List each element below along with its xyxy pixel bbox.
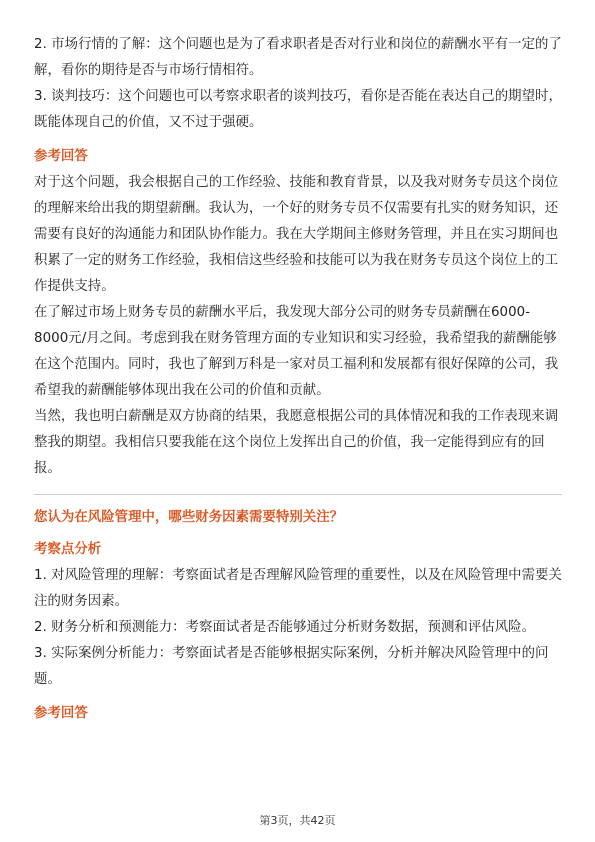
list-item: 2. 财务分析和预测能力：考察面试者是否能够通过分析财务数据，预测和评估风险。: [34, 620, 536, 635]
question-title: 您认为在风险管理中，哪些财务因素需要特别关注？: [34, 510, 344, 525]
list-item: 3. 谈判技巧：这个问题也可以考察求职者的谈判技巧，看你是否能在表达自己的期望时，既能体现自己的价值，又不过于强硬。: [34, 89, 562, 130]
answer-paragraph: 对于这个问题，我会根据自己的工作经验、技能和教育背景，以及我对财务专员这个岗位的理解来给出我的期望薪酬。我认为，一个好的财务专员不仅需要有扎实的财务知识，还需要有良好的沟通能力和团队协作能力。我在大学期间主修财务管理，并且在实习期间也积累了一定的财务工作经验，我相信这些经验和技能可以为我在财务专员这个岗位上的工作提供支持。: [34, 175, 559, 294]
reference-answer-heading: 参考回答: [34, 149, 88, 164]
reference-answer-heading: 参考回答: [34, 706, 88, 721]
analysis-heading: 考察点分析: [34, 542, 102, 557]
answer-paragraph: 当然，我也明白薪酬是双方协商的结果，我愿意根据公司的具体情况和我的工作表现来调整我的期望。我相信只要我能在这个岗位上发挥出自己的价值，我一定能得到应有的回报。: [34, 409, 559, 476]
list-item: 3. 实际案例分析能力：考察面试者是否能够根据实际案例，分析并解决风险管理中的问题。: [34, 646, 549, 687]
page-content: [34, 32, 562, 727]
page-number: 第3页，共42页: [259, 814, 336, 827]
section-divider: [34, 494, 562, 495]
answer-paragraph: 在了解过市场上财务专员的薪酬水平后，我发现大部分公司的财务专员薪酬在6000-8000元/月之间。考虑到我在财务管理方面的专业知识和实习经验，我希望我的薪酬能够在这个范围内。同时，我也了解到万科是一家对员工福利和发展都有很好保障的公司，我希望我的薪酬能够体现出我在公司的价值和贡献。: [34, 305, 559, 398]
list-item: 1. 对风险管理的理解：考察面试者是否理解风险管理的重要性，以及在风险管理中需要关注的财务因素。: [34, 568, 562, 609]
list-item: 2. 市场行情的了解：这个问题也是为了看求职者是否对行业和岗位的薪酬水平有一定的了解，看你的期待是否与市场行情相符。: [34, 37, 562, 78]
